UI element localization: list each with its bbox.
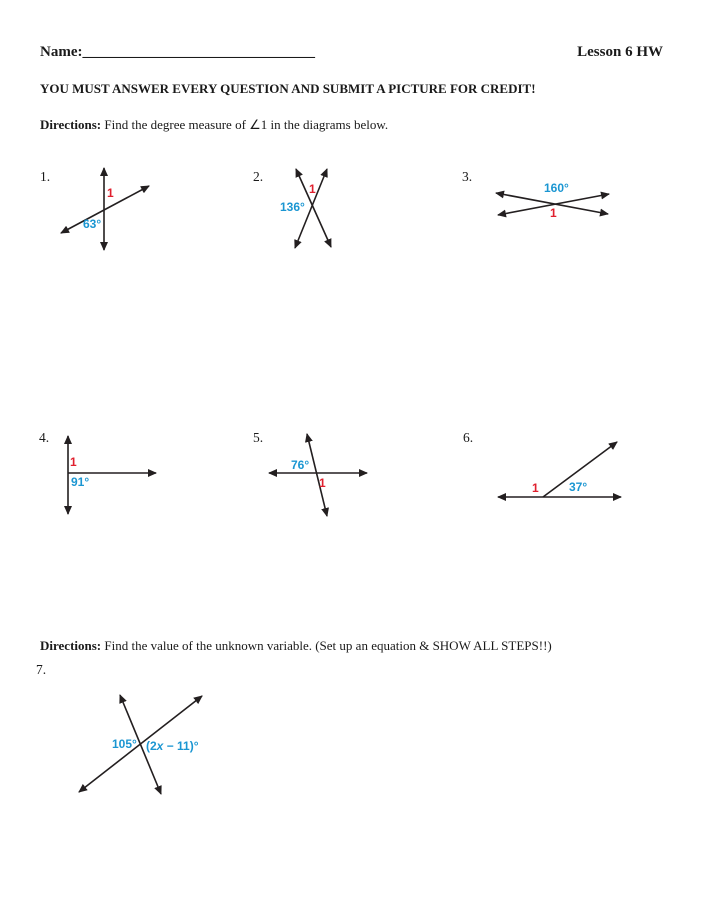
- given-angle-label: 160°: [544, 181, 569, 195]
- given-angle-label: 91°: [71, 475, 90, 489]
- problem-1-diagram: [45, 160, 165, 260]
- angle-1-label: 1: [309, 182, 316, 196]
- problem-5-lines: [265, 425, 380, 525]
- expression-variable: x: [156, 739, 164, 753]
- diagonal-line: [307, 434, 327, 516]
- variable-expression-label: [146, 740, 199, 752]
- given-angle-label: 76°: [291, 458, 310, 472]
- diagonal-line: [61, 186, 149, 233]
- problem-4-number: 4.: [39, 430, 50, 445]
- problem-4-diagram: [58, 428, 168, 523]
- name-line: [40, 44, 315, 61]
- name-underline: _______________________________: [82, 44, 315, 60]
- problem-2-diagram: [280, 160, 370, 260]
- problem-6-number: 6.: [463, 430, 474, 445]
- problem-1-lines: [45, 160, 165, 260]
- name-label: Name:: [40, 44, 83, 60]
- directions-2-label: Directions:: [40, 638, 102, 653]
- directions-1-text: Find the degree measure of ∠1 in the diagrams below.: [101, 117, 389, 132]
- directions-2: [40, 638, 552, 654]
- warning-text: YOU MUST ANSWER EVERY QUESTION AND SUBMIT A PICTURE FOR CREDIT!: [40, 81, 536, 96]
- problem-6-diagram: [490, 432, 628, 504]
- problem-5-diagram: [265, 425, 380, 525]
- angle-1-label: 1: [319, 476, 326, 490]
- problem-3-number: 3.: [462, 169, 473, 184]
- angle-1-label: 1: [70, 455, 77, 469]
- angle-1-label: 1: [550, 206, 557, 220]
- page-title: Lesson 6 HW: [577, 44, 663, 60]
- expression-close: − 11)°: [163, 739, 199, 753]
- problem-5-number: 5.: [253, 430, 264, 445]
- angle-1-label: 1: [532, 481, 539, 495]
- angle-1-label: 1: [107, 186, 114, 200]
- directions-1-label: Directions:: [40, 117, 102, 132]
- problem-3-diagram: [490, 178, 625, 226]
- given-angle-label: 63°: [83, 217, 102, 231]
- problem-7-diagram: [65, 688, 215, 803]
- given-angle-label: 136°: [280, 200, 305, 214]
- problem-2-number: 2.: [253, 169, 264, 184]
- problem-6-lines: [490, 432, 628, 504]
- directions-1: [40, 117, 388, 133]
- given-angle-label: 37°: [569, 480, 588, 494]
- problem-7-number: 7.: [36, 662, 47, 677]
- directions-2-text: Find the value of the unknown variable. (Set up an equation & SHOW ALL STEPS!!): [101, 638, 552, 653]
- expression-open: (2: [146, 739, 157, 753]
- problem-1-number: 1.: [40, 169, 51, 184]
- given-angle-label: 105°: [112, 737, 137, 751]
